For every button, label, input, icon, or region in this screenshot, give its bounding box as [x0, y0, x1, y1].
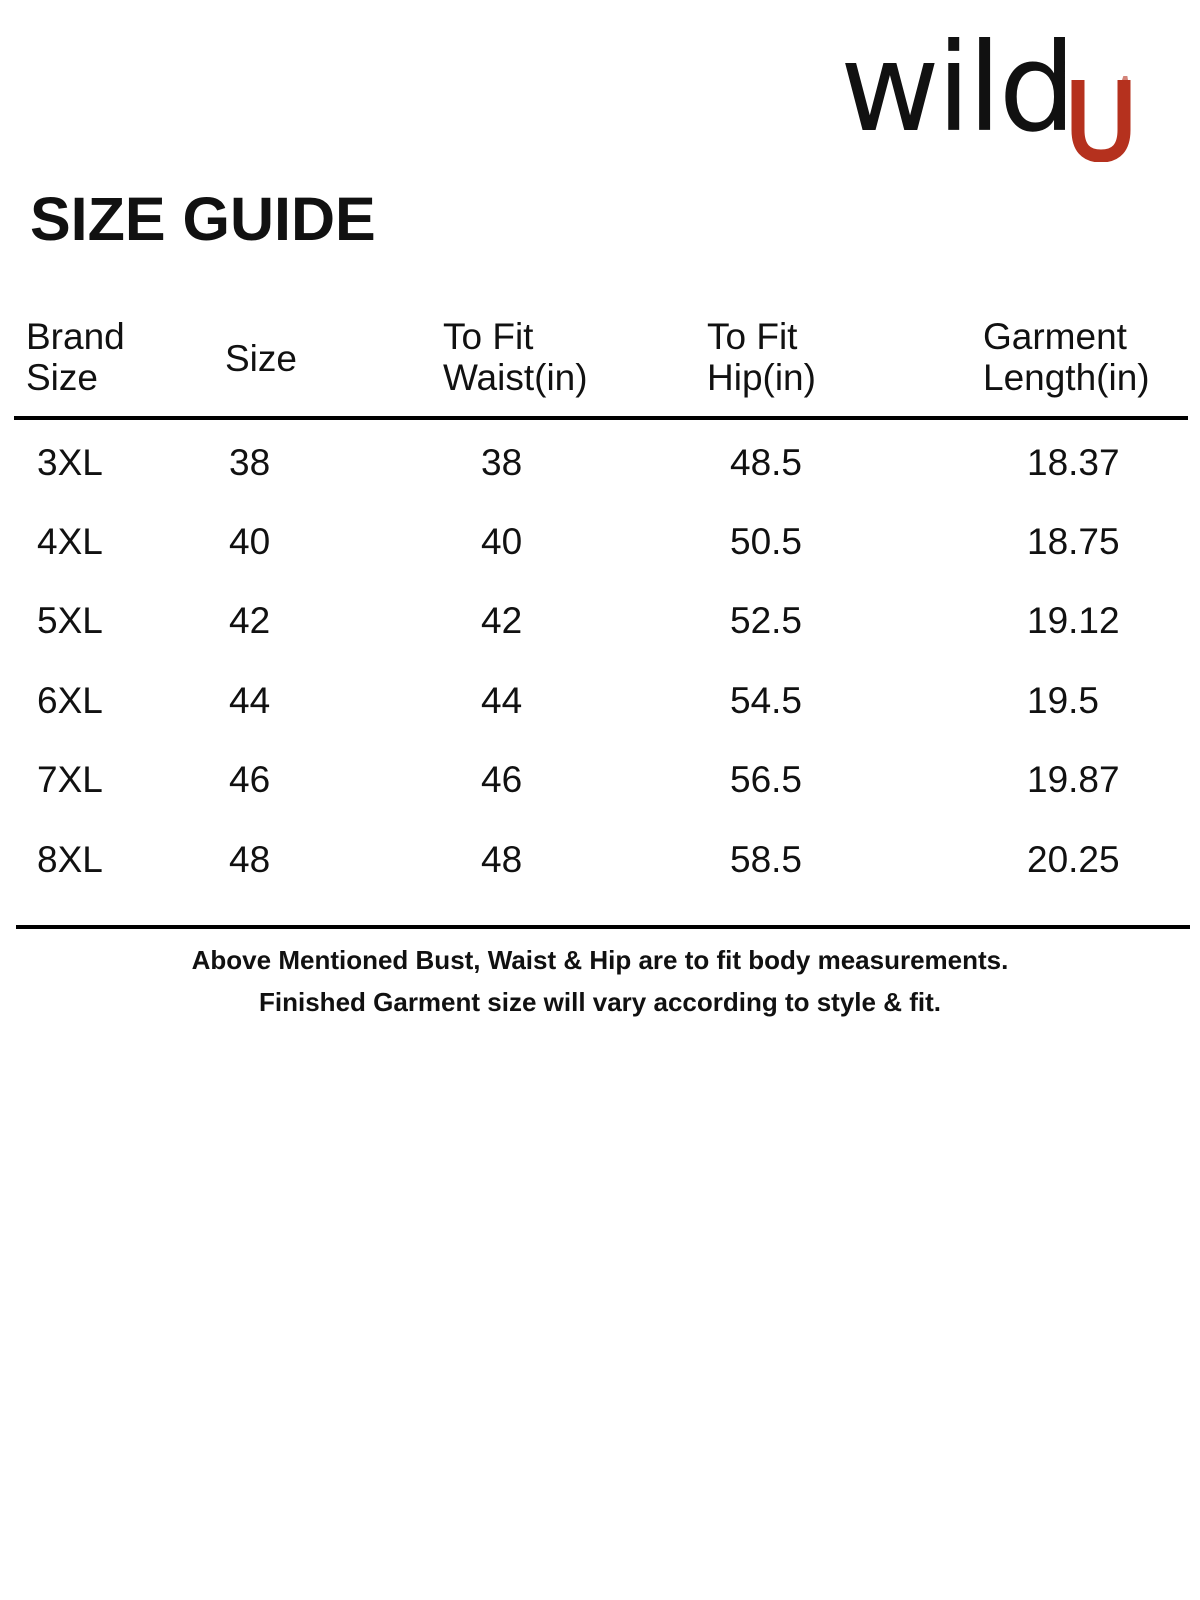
cell-hip: 54.5 — [730, 680, 803, 721]
cell-length: 19.5 — [1027, 680, 1100, 721]
header-hip-line2: Hip(in) — [707, 357, 816, 398]
cell-length: 18.37 — [1027, 442, 1120, 483]
cell-waist: 42 — [481, 600, 523, 641]
cell-waist: 44 — [481, 680, 523, 721]
header-waist — [443, 316, 588, 398]
cell-waist: 46 — [481, 759, 523, 800]
cell-size: 46 — [229, 759, 271, 800]
cell-brand-size: 5XL — [37, 600, 103, 641]
header-size — [225, 338, 297, 379]
footnote-measurements: Above Mentioned Bust, Waist & Hip are to fit body measurements. — [191, 945, 1009, 975]
cell-length: 20.25 — [1027, 839, 1120, 880]
header-length-line2: Length(in) — [983, 357, 1150, 398]
cell-length: 19.87 — [1027, 759, 1120, 800]
header-brand-size — [26, 316, 125, 398]
header-waist-line1: To Fit — [443, 316, 534, 357]
cell-size: 48 — [229, 839, 271, 880]
cell-brand-size: 6XL — [37, 680, 103, 721]
header-length-line1: Garment — [983, 316, 1127, 357]
cell-length: 18.75 — [1027, 521, 1120, 562]
header-brand-size-line2: Size — [26, 357, 98, 398]
cell-hip: 58.5 — [730, 839, 803, 880]
cell-brand-size: 4XL — [37, 521, 103, 562]
table-bottom-divider — [16, 925, 1190, 929]
header-brand-size-line1: Brand — [26, 316, 125, 357]
cell-waist: 48 — [481, 839, 523, 880]
cell-hip: 48.5 — [730, 442, 803, 483]
logo-u-icon — [1070, 76, 1132, 162]
cell-length: 19.12 — [1027, 600, 1120, 641]
cell-size: 38 — [229, 442, 271, 483]
header-length — [983, 316, 1150, 398]
header-size-line1: Size — [225, 338, 297, 379]
page-title: SIZE GUIDE — [30, 185, 376, 253]
logo-wordmark: wild — [840, 17, 1074, 159]
header-hip-line1: To Fit — [707, 316, 798, 357]
cell-hip: 50.5 — [730, 521, 803, 562]
cell-size: 44 — [229, 680, 271, 721]
header-divider — [14, 416, 1188, 420]
footnote-garment-size: Finished Garment size will vary according to style & fit. — [259, 987, 941, 1017]
cell-hip: 52.5 — [730, 600, 803, 641]
cell-size: 40 — [229, 521, 271, 562]
cell-size: 42 — [229, 600, 271, 641]
cell-waist: 38 — [481, 442, 523, 483]
cell-hip: 56.5 — [730, 759, 803, 800]
brand-logo — [840, 17, 1140, 159]
cell-brand-size: 7XL — [37, 759, 103, 800]
cell-brand-size: 3XL — [37, 442, 103, 483]
header-hip — [707, 316, 816, 398]
header-waist-line2: Waist(in) — [443, 357, 588, 398]
cell-brand-size: 8XL — [37, 839, 103, 880]
cell-waist: 40 — [481, 521, 523, 562]
